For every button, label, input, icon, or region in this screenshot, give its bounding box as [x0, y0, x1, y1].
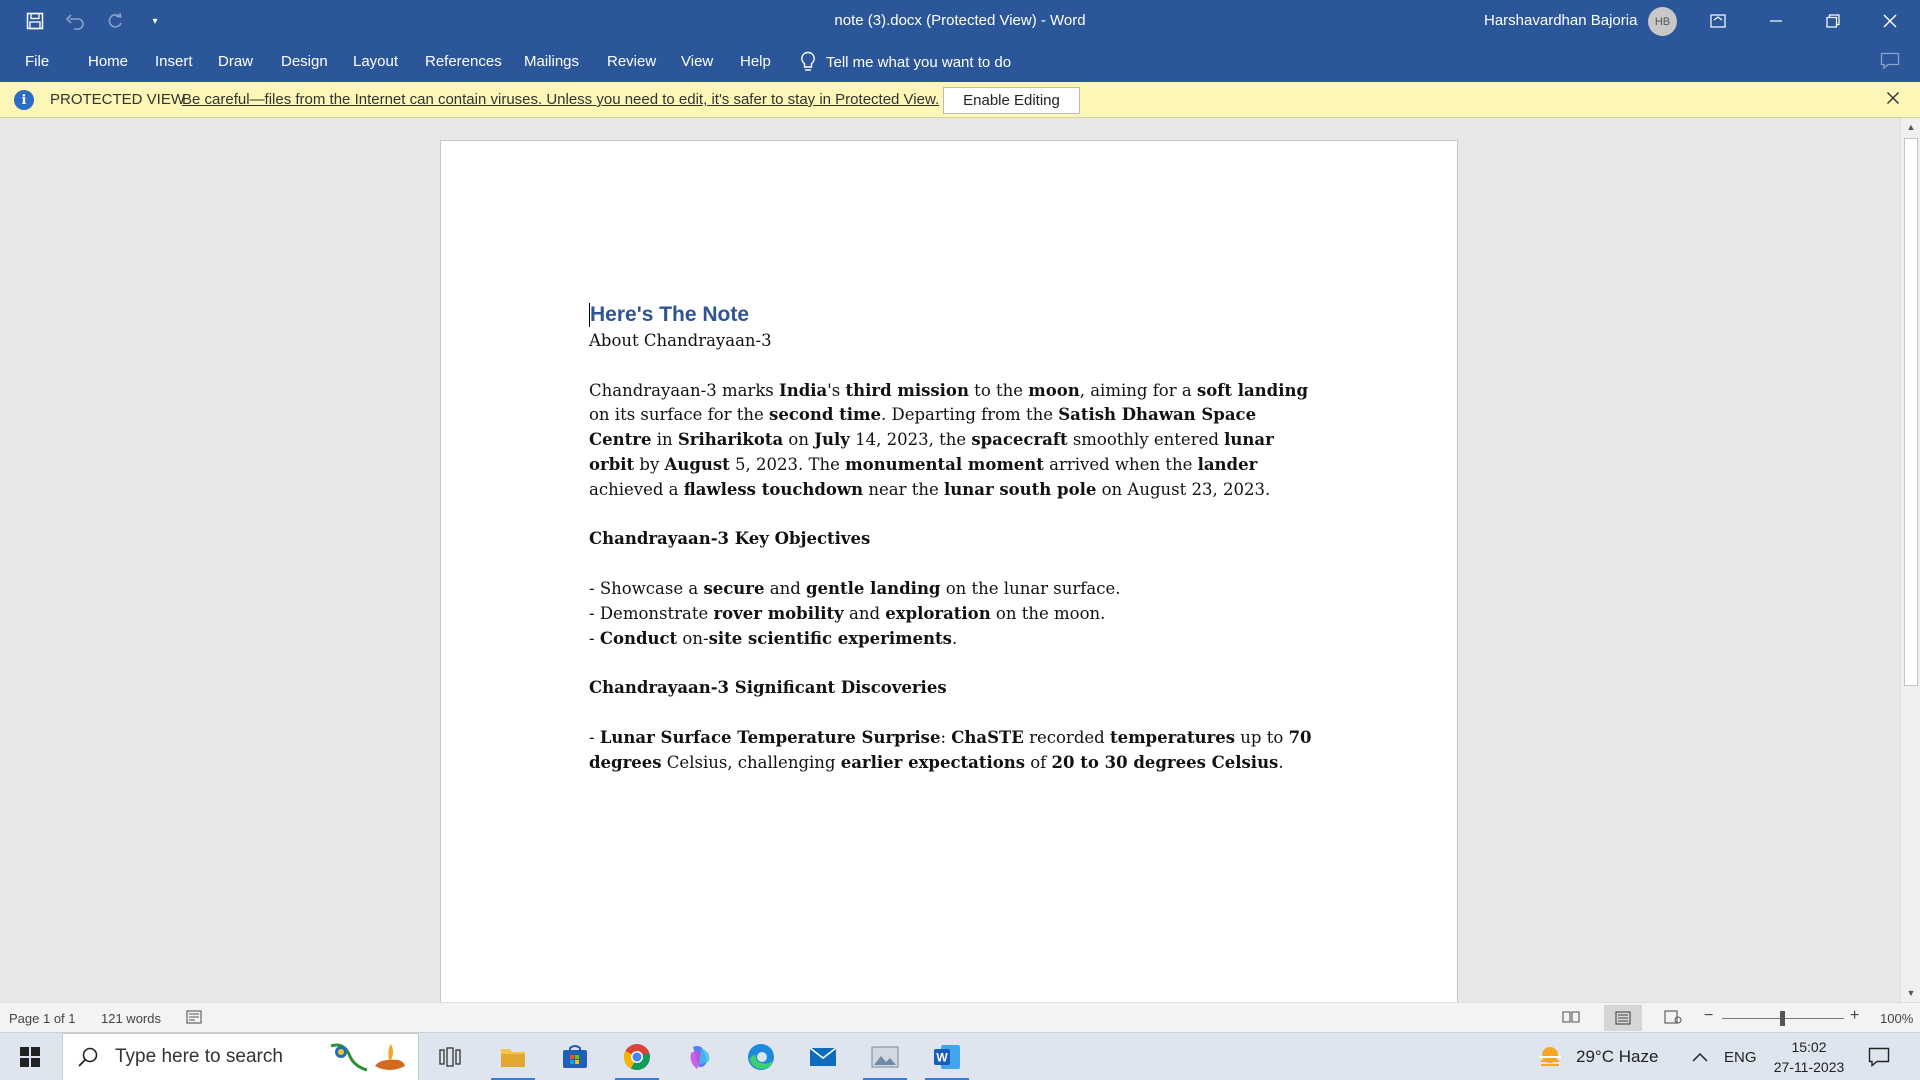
- zoom-level[interactable]: 100%: [1880, 1011, 1914, 1026]
- document-page[interactable]: [440, 140, 1458, 1010]
- document-area: [0, 118, 1900, 1002]
- clock[interactable]: [1766, 1033, 1852, 1080]
- weather-text: 29°C Haze: [1576, 1047, 1659, 1066]
- tab-review[interactable]: Review: [607, 53, 657, 70]
- info-icon: i: [14, 90, 34, 110]
- tab-insert[interactable]: Insert: [155, 53, 193, 70]
- protected-view-bar: [0, 82, 1920, 118]
- tab-view[interactable]: View: [681, 53, 714, 70]
- weather-widget[interactable]: [1536, 1033, 1658, 1080]
- photos-app-icon[interactable]: [859, 1033, 911, 1080]
- search-highlight-icon: [323, 1040, 413, 1080]
- chrome-icon[interactable]: [611, 1033, 663, 1080]
- windows-start-icon[interactable]: [4, 1033, 56, 1080]
- tab-layout[interactable]: Layout: [353, 53, 399, 70]
- ribbon-display-options-icon[interactable]: [1690, 0, 1746, 42]
- scroll-thumb[interactable]: [1904, 138, 1918, 686]
- zoom-out-icon[interactable]: −: [1704, 1007, 1714, 1024]
- search-icon: [77, 1046, 99, 1068]
- clock-date: 27-11-2023: [1773, 1059, 1845, 1075]
- list-item: - Lunar Surface Temperature Surprise: ChaSTE recorded temperatures up to 70 degrees Celsius, challenging earlier expectations of 20 to 30 degrees Celsius.: [589, 727, 1312, 772]
- intro-paragraph: Chandrayaan-3 marks India's third mission to the moon, aiming for a soft landing on its surface for the second time. Departing from the Satish Dhawan Space Centre in Sriharikota on July 14, 2023, the spacecraft smoothly entered lunar orbit by August 5, 2023. The monumental moment arrived when the lander achieved a flawless touchdown near the lunar south pole on August 23, 2023.: [589, 380, 1309, 499]
- svg-text:W: W: [936, 1050, 948, 1065]
- print-layout-icon[interactable]: [1604, 1005, 1642, 1031]
- mail-icon[interactable]: [797, 1033, 849, 1080]
- word-app-icon[interactable]: [921, 1033, 973, 1080]
- proofing-icon[interactable]: [186, 1010, 202, 1027]
- document-content[interactable]: [589, 301, 1319, 775]
- title-bar: [0, 0, 1920, 42]
- scroll-up-icon[interactable]: ▲: [1906, 122, 1916, 132]
- notifications-icon[interactable]: [1868, 1033, 1890, 1080]
- ribbon-tabs: [0, 42, 1920, 82]
- list-item: - Showcase a secure and gentle landing on the lunar surface.: [589, 578, 1121, 598]
- tab-help[interactable]: Help: [740, 53, 771, 70]
- protected-view-title: PROTECTED VIEW: [50, 91, 186, 108]
- tab-home[interactable]: Home: [88, 53, 129, 70]
- tab-design[interactable]: Design: [281, 53, 328, 70]
- objectives-heading: Chandrayaan-3 Key Objectives: [589, 529, 871, 549]
- haze-icon: [1536, 1043, 1564, 1071]
- file-explorer-icon[interactable]: [487, 1033, 539, 1080]
- scroll-down-icon[interactable]: ▼: [1906, 988, 1916, 998]
- lightbulb-icon: [800, 51, 816, 73]
- taskbar: [0, 1032, 1920, 1080]
- discoveries-heading: Chandrayaan-3 Significant Discoveries: [589, 678, 947, 698]
- language-indicator[interactable]: ENG: [1724, 1048, 1757, 1066]
- tab-file[interactable]: File: [25, 53, 50, 70]
- word-count[interactable]: 121 words: [101, 1011, 161, 1026]
- heading-text: Here's The Note: [590, 303, 750, 326]
- page-count[interactable]: Page 1 of 1: [9, 1011, 76, 1026]
- vertical-scrollbar[interactable]: [1900, 118, 1920, 1002]
- protected-view-message[interactable]: Be careful—files from the Internet can contain viruses. Unless you need to edit, it's safer to stay in Protected View.: [182, 91, 940, 108]
- list-item: - Demonstrate rover mobility and exploration on the moon.: [589, 603, 1106, 623]
- document-heading: [589, 301, 1319, 329]
- close-icon[interactable]: [1862, 0, 1918, 42]
- tell-me-search[interactable]: [800, 51, 1011, 73]
- tab-mailings[interactable]: Mailings: [524, 53, 580, 70]
- web-layout-icon[interactable]: [1664, 1010, 1682, 1027]
- read-mode-icon[interactable]: [1562, 1010, 1580, 1027]
- tab-draw[interactable]: Draw: [218, 53, 254, 70]
- show-hidden-icons-icon[interactable]: [1691, 1033, 1709, 1080]
- list-item: - Conduct on-site scientific experiments.: [589, 628, 958, 648]
- document-subheading: About Chandrayaan-3: [589, 331, 772, 350]
- minimize-icon[interactable]: [1748, 0, 1804, 42]
- tell-me-label: Tell me what you want to do: [826, 53, 1012, 71]
- zoom-slider-thumb[interactable]: [1780, 1011, 1785, 1026]
- customize-toolbar-icon[interactable]: ▾: [152, 15, 158, 27]
- tab-references[interactable]: References: [425, 53, 502, 70]
- edge-icon[interactable]: [735, 1033, 787, 1080]
- clock-time: 15:02: [1791, 1039, 1827, 1055]
- task-view-icon[interactable]: [424, 1033, 476, 1080]
- window-title: note (3).docx (Protected View) - Word: [834, 12, 1086, 29]
- close-message-icon[interactable]: [1886, 88, 1900, 111]
- taskbar-search[interactable]: [62, 1033, 419, 1080]
- status-bar: [0, 1002, 1920, 1032]
- microsoft-store-icon[interactable]: [549, 1033, 601, 1080]
- copilot-icon[interactable]: [673, 1033, 725, 1080]
- comments-icon[interactable]: [1880, 52, 1900, 75]
- avatar[interactable]: HB: [1648, 7, 1677, 36]
- enable-editing-button[interactable]: Enable Editing: [943, 87, 1080, 114]
- search-placeholder: Type here to search: [115, 1046, 283, 1067]
- zoom-in-icon[interactable]: +: [1850, 1007, 1860, 1024]
- user-name[interactable]: Harshavardhan Bajoria: [1484, 12, 1638, 29]
- restore-icon[interactable]: [1805, 0, 1861, 42]
